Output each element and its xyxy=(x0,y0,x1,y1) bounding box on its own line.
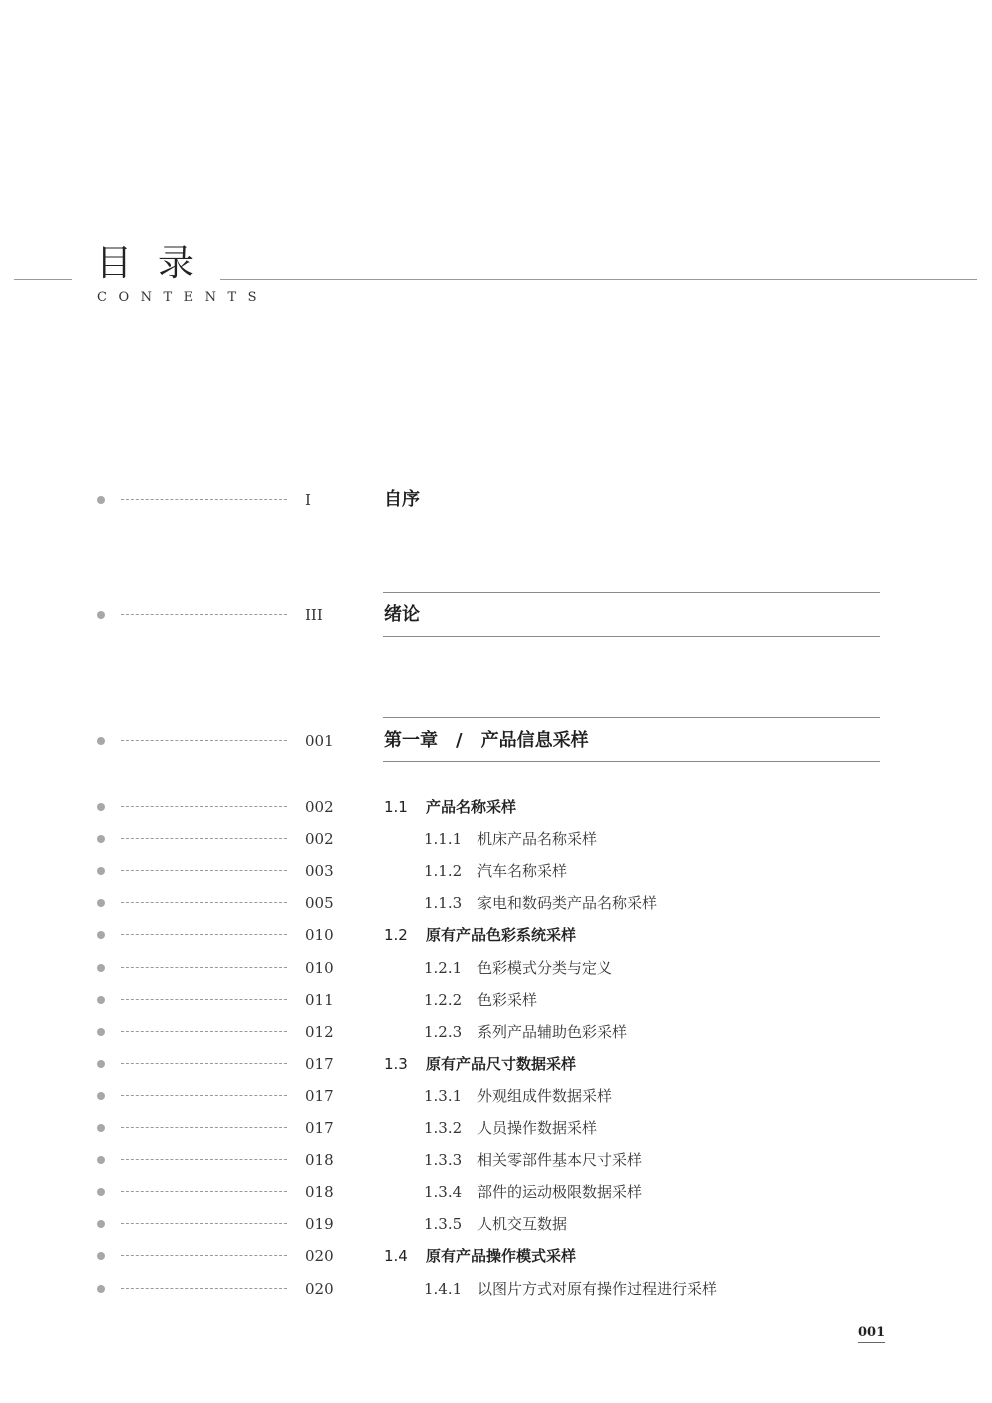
toc-row-subsection[interactable] xyxy=(0,861,992,881)
toc-page-number: 017 xyxy=(305,1119,334,1137)
dotted-leader xyxy=(121,1031,287,1032)
toc-page-number: 020 xyxy=(305,1247,334,1266)
bullet-icon xyxy=(97,496,105,504)
bullet-icon xyxy=(97,1060,105,1068)
bullet-icon xyxy=(97,803,105,811)
toc-title: 色彩采样 xyxy=(477,990,538,1009)
toc-entry xyxy=(424,1022,627,1042)
toc-title: 原有产品色彩系统采样 xyxy=(426,926,577,945)
bullet-icon xyxy=(97,931,105,939)
dotted-leader xyxy=(121,999,287,1000)
toc-page-number: 003 xyxy=(305,862,334,881)
toc-title: 相关零部件基本尺寸采样 xyxy=(477,1151,643,1170)
toc-page-number: 012 xyxy=(305,1022,334,1041)
divider xyxy=(383,761,880,762)
section-number: 1.4.1 xyxy=(424,1279,463,1298)
title-rule-left xyxy=(14,279,72,280)
toc-page-number: 020 xyxy=(305,1279,334,1298)
toc-page-number: III xyxy=(305,606,323,624)
section-number: 1.2 xyxy=(384,926,408,945)
toc-row-subsection[interactable] xyxy=(0,893,992,913)
toc-title: 机床产品名称采样 xyxy=(477,830,598,849)
page-title: 目录 xyxy=(96,243,221,284)
toc-title: 部件的运动极限数据采样 xyxy=(477,1183,643,1202)
dotted-leader xyxy=(121,1288,287,1289)
toc-row-chapter-1[interactable] xyxy=(0,731,992,751)
toc-title: 原有产品操作模式采样 xyxy=(426,1247,577,1266)
section-number: 1.4 xyxy=(384,1247,408,1266)
toc-title: 色彩模式分类与定义 xyxy=(477,958,613,977)
toc-row-subsection[interactable] xyxy=(0,990,992,1010)
toc-title: 自序 xyxy=(384,489,420,510)
toc-title: 人员操作数据采样 xyxy=(477,1119,598,1137)
dotted-leader xyxy=(121,1255,287,1256)
toc-entry xyxy=(424,1279,717,1299)
toc-entry xyxy=(384,797,516,817)
toc-row-subsection[interactable] xyxy=(0,1022,992,1042)
toc-row-subsection[interactable] xyxy=(0,1150,992,1170)
toc-page-number: 018 xyxy=(305,1183,334,1202)
toc-page-number: 005 xyxy=(305,894,334,913)
bullet-icon xyxy=(97,611,105,619)
bullet-icon xyxy=(97,1252,105,1260)
toc-entry xyxy=(424,893,657,913)
toc-entry xyxy=(384,925,576,945)
toc-row-subsection[interactable] xyxy=(0,1086,992,1106)
section-number: 1.3.3 xyxy=(424,1151,463,1170)
bullet-icon xyxy=(97,1028,105,1036)
divider xyxy=(383,717,880,718)
chapter-title: 第一章 / 产品信息采样 xyxy=(384,730,589,751)
dotted-leader xyxy=(121,1191,287,1192)
toc-page-number: 010 xyxy=(305,926,334,945)
toc-page-number: 010 xyxy=(305,958,334,977)
toc-entry xyxy=(424,1086,612,1106)
toc-page-number: 002 xyxy=(305,830,334,849)
toc-row-section[interactable] xyxy=(0,1246,992,1266)
section-number: 1.1.3 xyxy=(424,894,463,913)
dotted-leader xyxy=(121,1223,287,1224)
bullet-icon xyxy=(97,996,105,1004)
toc-title: 系列产品辅助色彩采样 xyxy=(477,1022,628,1041)
toc-title: 家电和数码类产品名称采样 xyxy=(477,894,658,913)
section-number: 1.3 xyxy=(384,1054,408,1073)
toc-row-subsection[interactable] xyxy=(0,1214,992,1234)
bullet-icon xyxy=(97,1188,105,1196)
section-number: 1.1 xyxy=(384,798,408,816)
toc-entry xyxy=(384,1054,576,1074)
toc-title: 以图片方式对原有操作过程进行采样 xyxy=(477,1279,718,1298)
toc-page-number: I xyxy=(305,491,311,509)
divider xyxy=(383,592,880,593)
bullet-icon xyxy=(97,835,105,843)
title-rule-right xyxy=(220,279,977,280)
toc-entry xyxy=(424,1150,642,1170)
bullet-icon xyxy=(97,1092,105,1100)
toc-row-introduction[interactable] xyxy=(0,605,992,625)
toc-row-subsection[interactable] xyxy=(0,958,992,978)
section-number: 1.3.5 xyxy=(424,1215,463,1234)
toc-row-subsection[interactable] xyxy=(0,1182,992,1202)
bullet-icon xyxy=(97,964,105,972)
dotted-leader xyxy=(121,499,287,500)
bullet-icon xyxy=(97,899,105,907)
dotted-leader xyxy=(121,1127,287,1128)
bullet-icon xyxy=(97,1285,105,1293)
section-number: 1.1.2 xyxy=(424,862,463,881)
dotted-leader xyxy=(121,967,287,968)
toc-row-subsection[interactable] xyxy=(0,1279,992,1299)
dotted-leader xyxy=(121,838,287,839)
dotted-leader xyxy=(121,806,287,807)
toc-row-section[interactable] xyxy=(0,1054,992,1074)
toc-title: 产品名称采样 xyxy=(426,798,517,816)
bullet-icon xyxy=(97,1124,105,1132)
toc-row-preface[interactable] xyxy=(0,490,992,510)
toc-row-subsection[interactable] xyxy=(0,829,992,849)
section-number: 1.3.1 xyxy=(424,1086,463,1105)
toc-entry xyxy=(424,861,567,881)
footer-page-number: 001 xyxy=(858,1325,885,1343)
bullet-icon xyxy=(97,1156,105,1164)
page-subtitle: CONTENTS xyxy=(97,290,269,305)
toc-entry xyxy=(424,1214,567,1234)
bullet-icon xyxy=(97,1220,105,1228)
dotted-leader xyxy=(121,614,287,615)
section-number: 1.3.2 xyxy=(424,1119,463,1137)
toc-entry xyxy=(424,1182,642,1202)
toc-entry xyxy=(424,829,597,849)
dotted-leader xyxy=(121,1095,287,1096)
toc-row-section[interactable] xyxy=(0,925,992,945)
bullet-icon xyxy=(97,737,105,745)
toc-page-number: 018 xyxy=(305,1151,334,1170)
toc-page-number: 019 xyxy=(305,1215,334,1234)
toc-title: 外观组成件数据采样 xyxy=(477,1086,613,1105)
toc-page-number: 017 xyxy=(305,1054,334,1073)
dotted-leader xyxy=(121,740,287,741)
toc-entry xyxy=(424,958,612,978)
dotted-leader xyxy=(121,1063,287,1064)
section-number: 1.1.1 xyxy=(424,830,463,849)
section-number: 1.2.2 xyxy=(424,990,463,1009)
dotted-leader xyxy=(121,1159,287,1160)
section-number: 1.2.3 xyxy=(424,1022,463,1041)
toc-title: 人机交互数据 xyxy=(477,1215,568,1234)
section-number: 1.2.1 xyxy=(424,958,463,977)
section-number: 1.3.4 xyxy=(424,1183,463,1202)
toc-entry xyxy=(424,1118,597,1138)
dotted-leader xyxy=(121,934,287,935)
toc-title: 绪论 xyxy=(384,604,420,625)
bullet-icon xyxy=(97,867,105,875)
toc-title: 汽车名称采样 xyxy=(477,862,568,881)
toc-page-number: 011 xyxy=(305,990,334,1009)
toc-entry xyxy=(384,1246,576,1266)
divider xyxy=(383,636,880,637)
toc-row-section[interactable] xyxy=(0,797,992,817)
toc-page-number: 002 xyxy=(305,798,334,816)
toc-page-number: 017 xyxy=(305,1086,334,1105)
toc-entry xyxy=(424,990,537,1010)
toc-page-number: 001 xyxy=(305,732,334,750)
toc-title: 原有产品尺寸数据采样 xyxy=(426,1054,577,1073)
dotted-leader xyxy=(121,902,287,903)
toc-row-subsection[interactable] xyxy=(0,1118,992,1138)
dotted-leader xyxy=(121,870,287,871)
